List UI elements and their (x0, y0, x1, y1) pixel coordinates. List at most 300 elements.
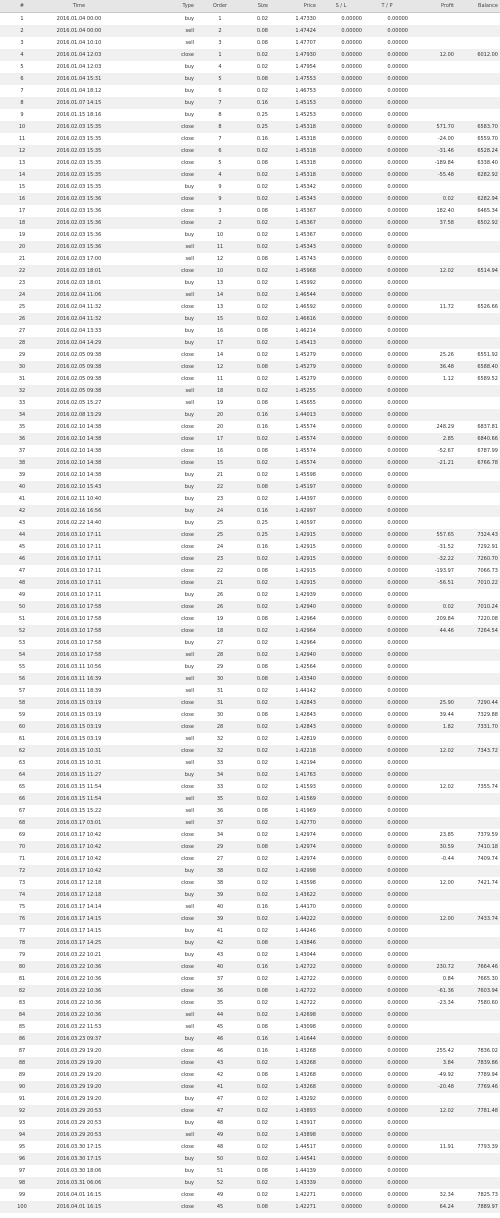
row-number: 20 (0, 241, 44, 253)
price-cell: 1.43268 (270, 1045, 318, 1057)
column-header-time: Time (44, 0, 114, 13)
order-cell: 10 (196, 265, 244, 277)
table-row (0, 1189, 500, 1201)
price-cell: 1.42843 (270, 709, 318, 721)
price-cell: 1.43098 (270, 1021, 318, 1033)
time-cell: 2016.01.07 14:15 (44, 97, 114, 109)
time-cell: 2016.03.10 17:58 (44, 649, 114, 661)
profit-cell (410, 1129, 456, 1141)
price-cell: 1.43917 (270, 1117, 318, 1129)
type-cell: buy (114, 1093, 196, 1105)
type-cell: close (114, 1141, 196, 1153)
time-cell: 2016.02.16 16:56 (44, 505, 114, 517)
balance-cell (456, 685, 500, 697)
take-profit-cell: 0.00000 (364, 769, 410, 781)
table-row (0, 817, 500, 829)
take-profit-cell: 0.00000 (364, 901, 410, 913)
type-cell: close (114, 1201, 196, 1213)
price-cell: 1.45413 (270, 337, 318, 349)
size-cell: 0.08 (244, 157, 270, 169)
type-cell: sell (114, 397, 196, 409)
table-row (0, 829, 500, 841)
row-number: 91 (0, 1093, 44, 1105)
time-cell: 2016.02.03 18:01 (44, 265, 114, 277)
stop-loss-cell: 0.00000 (318, 673, 364, 685)
order-cell: 11 (196, 373, 244, 385)
balance-cell (456, 493, 500, 505)
size-cell: 0.25 (244, 529, 270, 541)
order-cell: 39 (196, 889, 244, 901)
size-cell: 0.02 (244, 433, 270, 445)
size-cell: 0.08 (244, 1201, 270, 1213)
time-cell: 2016.03.30 17:15 (44, 1153, 114, 1165)
stop-loss-cell: 0.00000 (318, 565, 364, 577)
size-cell: 0.02 (244, 229, 270, 241)
size-cell: 0.02 (244, 241, 270, 253)
row-number: 88 (0, 1057, 44, 1069)
balance-cell (456, 517, 500, 529)
stop-loss-cell: 0.00000 (318, 121, 364, 133)
row-number: 42 (0, 505, 44, 517)
take-profit-cell: 0.00000 (364, 493, 410, 505)
type-cell: close (114, 1057, 196, 1069)
row-number: 7 (0, 85, 44, 97)
balance-cell (456, 313, 500, 325)
size-cell: 0.02 (244, 997, 270, 1009)
profit-cell: 0.02 (410, 193, 456, 205)
row-number: 19 (0, 229, 44, 241)
profit-cell: 0.84 (410, 973, 456, 985)
balance-cell: 6338.40 (456, 157, 500, 169)
table-row (0, 169, 500, 181)
row-number: 90 (0, 1081, 44, 1093)
price-cell: 1.40597 (270, 517, 318, 529)
size-cell: 0.02 (244, 1141, 270, 1153)
take-profit-cell: 0.00000 (364, 1177, 410, 1189)
take-profit-cell: 0.00000 (364, 421, 410, 433)
size-cell: 0.02 (244, 217, 270, 229)
balance-cell (456, 1129, 500, 1141)
type-cell: close (114, 1045, 196, 1057)
time-cell: 2016.03.17 14:15 (44, 913, 114, 925)
size-cell: 0.02 (244, 85, 270, 97)
price-cell: 1.42915 (270, 541, 318, 553)
stop-loss-cell: 0.00000 (318, 289, 364, 301)
table-row (0, 1201, 500, 1213)
stop-loss-cell: 0.00000 (318, 385, 364, 397)
balance-cell: 7010.22 (456, 577, 500, 589)
stop-loss-cell: 0.00000 (318, 793, 364, 805)
time-cell: 2016.02.10 15:43 (44, 481, 114, 493)
order-cell: 5 (196, 157, 244, 169)
type-cell: close (114, 577, 196, 589)
row-number: 38 (0, 457, 44, 469)
size-cell: 0.02 (244, 649, 270, 661)
size-cell: 0.02 (244, 277, 270, 289)
price-cell: 1.47424 (270, 25, 318, 37)
price-cell: 1.46592 (270, 301, 318, 313)
balance-cell: 7580.60 (456, 997, 500, 1009)
order-cell: 3 (196, 37, 244, 49)
stop-loss-cell: 0.00000 (318, 1117, 364, 1129)
price-cell: 1.43598 (270, 877, 318, 889)
type-cell: close (114, 973, 196, 985)
order-cell: 23 (196, 493, 244, 505)
column-header-take-profit: T / P (364, 0, 410, 13)
stop-loss-cell: 0.00000 (318, 961, 364, 973)
table-row (0, 97, 500, 109)
table-row (0, 157, 500, 169)
stop-loss-cell: 0.00000 (318, 457, 364, 469)
time-cell: 2016.02.03 15:35 (44, 145, 114, 157)
profit-cell: -0.44 (410, 853, 456, 865)
price-cell: 1.44142 (270, 685, 318, 697)
order-cell: 34 (196, 769, 244, 781)
time-cell: 2016.02.04 11:06 (44, 289, 114, 301)
profit-cell (410, 469, 456, 481)
price-cell: 1.42915 (270, 577, 318, 589)
order-cell: 9 (196, 181, 244, 193)
profit-cell: 12.02 (410, 745, 456, 757)
take-profit-cell: 0.00000 (364, 1141, 410, 1153)
stop-loss-cell: 0.00000 (318, 601, 364, 613)
profit-cell (410, 1009, 456, 1021)
order-cell: 26 (196, 601, 244, 613)
take-profit-cell: 0.00000 (364, 97, 410, 109)
order-cell: 25 (196, 529, 244, 541)
profit-cell: 30.59 (410, 841, 456, 853)
size-cell: 0.02 (244, 61, 270, 73)
type-cell: close (114, 133, 196, 145)
balance-cell: 7343.72 (456, 745, 500, 757)
row-number: 53 (0, 637, 44, 649)
profit-cell: -56.51 (410, 577, 456, 589)
take-profit-cell: 0.00000 (364, 277, 410, 289)
size-cell: 0.08 (244, 937, 270, 949)
size-cell: 0.16 (244, 1045, 270, 1057)
stop-loss-cell: 0.00000 (318, 637, 364, 649)
balance-cell (456, 1177, 500, 1189)
take-profit-cell: 0.00000 (364, 85, 410, 97)
profit-cell (410, 61, 456, 73)
time-cell: 2016.02.03 15:35 (44, 181, 114, 193)
type-cell: close (114, 457, 196, 469)
order-cell: 36 (196, 985, 244, 997)
price-cell: 1.45279 (270, 349, 318, 361)
size-cell: 0.02 (244, 457, 270, 469)
time-cell: 2016.03.11 16:39 (44, 673, 114, 685)
row-number: 48 (0, 577, 44, 589)
time-cell: 2016.03.17 14:14 (44, 901, 114, 913)
time-cell: 2016.03.17 10:42 (44, 829, 114, 841)
type-cell: sell (114, 673, 196, 685)
price-cell: 1.45318 (270, 133, 318, 145)
order-cell: 42 (196, 937, 244, 949)
table-row (0, 469, 500, 481)
time-cell: 2016.01.04 18:12 (44, 85, 114, 97)
price-cell: 1.42271 (270, 1201, 318, 1213)
price-cell: 1.42940 (270, 649, 318, 661)
price-cell: 1.45318 (270, 145, 318, 157)
table-row (0, 853, 500, 865)
type-cell: close (114, 301, 196, 313)
row-number: 5 (0, 61, 44, 73)
price-cell: 1.42271 (270, 1189, 318, 1201)
balance-cell (456, 1093, 500, 1105)
row-number: 24 (0, 289, 44, 301)
order-cell: 11 (196, 241, 244, 253)
price-cell: 1.42722 (270, 997, 318, 1009)
take-profit-cell: 0.00000 (364, 73, 410, 85)
size-cell: 0.08 (244, 565, 270, 577)
row-number: 82 (0, 985, 44, 997)
order-cell: 9 (196, 193, 244, 205)
balance-cell (456, 1153, 500, 1165)
price-cell: 1.42974 (270, 853, 318, 865)
order-cell: 7 (196, 133, 244, 145)
type-cell: close (114, 997, 196, 1009)
take-profit-cell: 0.00000 (364, 361, 410, 373)
profit-cell (410, 673, 456, 685)
stop-loss-cell: 0.00000 (318, 1177, 364, 1189)
order-cell: 39 (196, 913, 244, 925)
table-row (0, 565, 500, 577)
order-cell: 27 (196, 637, 244, 649)
row-number: 3 (0, 37, 44, 49)
balance-cell: 6840.66 (456, 433, 500, 445)
time-cell: 2016.02.10 14:38 (44, 433, 114, 445)
profit-cell: 12.00 (410, 877, 456, 889)
stop-loss-cell: 0.00000 (318, 901, 364, 913)
stop-loss-cell: 0.00000 (318, 721, 364, 733)
time-cell: 2016.02.03 15:36 (44, 229, 114, 241)
table-row (0, 397, 500, 409)
take-profit-cell: 0.00000 (364, 565, 410, 577)
type-cell: sell (114, 241, 196, 253)
order-cell: 28 (196, 649, 244, 661)
size-cell: 0.02 (244, 817, 270, 829)
take-profit-cell: 0.00000 (364, 757, 410, 769)
table-row (0, 889, 500, 901)
take-profit-cell: 0.00000 (364, 553, 410, 565)
take-profit-cell: 0.00000 (364, 49, 410, 61)
price-cell: 1.45197 (270, 481, 318, 493)
price-cell: 1.45574 (270, 421, 318, 433)
table-row (0, 457, 500, 469)
profit-cell (410, 241, 456, 253)
balance-cell: 7260.70 (456, 553, 500, 565)
time-cell: 2016.03.17 10:42 (44, 853, 114, 865)
table-row (0, 73, 500, 85)
row-number: 1 (0, 13, 44, 26)
type-cell: close (114, 625, 196, 637)
take-profit-cell: 0.00000 (364, 205, 410, 217)
table-row (0, 757, 500, 769)
type-cell: buy (114, 1165, 196, 1177)
profit-cell: -61.36 (410, 985, 456, 997)
price-cell: 1.44517 (270, 1141, 318, 1153)
balance-cell (456, 397, 500, 409)
table-row (0, 1105, 500, 1117)
table-row (0, 793, 500, 805)
take-profit-cell: 0.00000 (364, 1033, 410, 1045)
profit-cell (410, 13, 456, 26)
balance-cell (456, 181, 500, 193)
type-cell: buy (114, 229, 196, 241)
column-header-type: Type (114, 0, 196, 13)
size-cell: 0.02 (244, 1081, 270, 1093)
row-number: 45 (0, 541, 44, 553)
take-profit-cell: 0.00000 (364, 721, 410, 733)
type-cell: buy (114, 313, 196, 325)
order-cell: 49 (196, 1189, 244, 1201)
time-cell: 2016.03.10 17:11 (44, 577, 114, 589)
stop-loss-cell: 0.00000 (318, 1153, 364, 1165)
order-cell: 38 (196, 865, 244, 877)
take-profit-cell: 0.00000 (364, 229, 410, 241)
table-row (0, 637, 500, 649)
table-row (0, 25, 500, 37)
table-row (0, 493, 500, 505)
balance-cell: 7355.74 (456, 781, 500, 793)
size-cell: 0.02 (244, 181, 270, 193)
time-cell: 2016.03.10 17:58 (44, 601, 114, 613)
type-cell: buy (114, 97, 196, 109)
size-cell: 0.08 (244, 805, 270, 817)
row-number: 89 (0, 1069, 44, 1081)
row-number: 14 (0, 169, 44, 181)
row-number: 100 (0, 1201, 44, 1213)
profit-cell (410, 25, 456, 37)
profit-cell (410, 637, 456, 649)
time-cell: 2016.03.22 10:36 (44, 973, 114, 985)
row-number: 41 (0, 493, 44, 505)
take-profit-cell: 0.00000 (364, 877, 410, 889)
stop-loss-cell: 0.00000 (318, 949, 364, 961)
profit-cell: 571.70 (410, 121, 456, 133)
take-profit-cell: 0.00000 (364, 613, 410, 625)
balance-cell: 7329.88 (456, 709, 500, 721)
order-cell: 14 (196, 349, 244, 361)
take-profit-cell: 0.00000 (364, 1129, 410, 1141)
time-cell: 2016.04.01 16:15 (44, 1189, 114, 1201)
type-cell: sell (114, 685, 196, 697)
table-row (0, 913, 500, 925)
price-cell: 1.45255 (270, 385, 318, 397)
price-cell: 1.44541 (270, 1153, 318, 1165)
profit-cell: 23.85 (410, 829, 456, 841)
take-profit-cell: 0.00000 (364, 253, 410, 265)
time-cell: 2016.03.10 17:11 (44, 529, 114, 541)
stop-loss-cell: 0.00000 (318, 529, 364, 541)
order-cell: 24 (196, 541, 244, 553)
time-cell: 2016.02.11 10:40 (44, 493, 114, 505)
price-cell: 1.41969 (270, 805, 318, 817)
row-number: 92 (0, 1105, 44, 1117)
time-cell: 2016.03.15 10:31 (44, 745, 114, 757)
table-row (0, 1129, 500, 1141)
order-cell: 16 (196, 445, 244, 457)
row-number: 2 (0, 25, 44, 37)
type-cell: buy (114, 1177, 196, 1189)
take-profit-cell: 0.00000 (364, 685, 410, 697)
balance-cell: 7839.86 (456, 1057, 500, 1069)
stop-loss-cell: 0.00000 (318, 853, 364, 865)
size-cell: 0.02 (244, 373, 270, 385)
time-cell: 2016.03.15 03:19 (44, 733, 114, 745)
table-row (0, 1141, 500, 1153)
price-cell: 1.42915 (270, 553, 318, 565)
stop-loss-cell: 0.00000 (318, 829, 364, 841)
price-cell: 1.45992 (270, 277, 318, 289)
type-cell: close (114, 841, 196, 853)
type-cell: close (114, 601, 196, 613)
time-cell: 2016.03.10 17:11 (44, 553, 114, 565)
time-cell: 2016.02.03 15:36 (44, 217, 114, 229)
order-cell: 6 (196, 145, 244, 157)
profit-cell (410, 325, 456, 337)
order-cell: 20 (196, 409, 244, 421)
profit-cell (410, 661, 456, 673)
row-number: 70 (0, 841, 44, 853)
stop-loss-cell: 0.00000 (318, 265, 364, 277)
order-cell: 5 (196, 73, 244, 85)
stop-loss-cell: 0.00000 (318, 37, 364, 49)
order-cell: 6 (196, 85, 244, 97)
type-cell: close (114, 745, 196, 757)
balance-cell (456, 889, 500, 901)
stop-loss-cell: 0.00000 (318, 169, 364, 181)
profit-cell: 64.24 (410, 1201, 456, 1213)
price-cell: 1.43268 (270, 1057, 318, 1069)
size-cell: 0.02 (244, 553, 270, 565)
take-profit-cell: 0.00000 (364, 301, 410, 313)
take-profit-cell: 0.00000 (364, 625, 410, 637)
profit-cell: 255.42 (410, 1045, 456, 1057)
time-cell: 2016.02.04 11:32 (44, 313, 114, 325)
table-row (0, 865, 500, 877)
profit-cell: -49.92 (410, 1069, 456, 1081)
profit-cell (410, 409, 456, 421)
balance-cell: 7010.24 (456, 601, 500, 613)
take-profit-cell: 0.00000 (364, 805, 410, 817)
time-cell: 2016.03.22 10:36 (44, 997, 114, 1009)
table-row (0, 649, 500, 661)
balance-cell: 6012.00 (456, 49, 500, 61)
type-cell: buy (114, 181, 196, 193)
type-cell: buy (114, 637, 196, 649)
stop-loss-cell: 0.00000 (318, 481, 364, 493)
balance-cell: 6588.40 (456, 361, 500, 373)
time-cell: 2016.03.22 10:21 (44, 949, 114, 961)
size-cell: 0.02 (244, 721, 270, 733)
column-header-size: Size (244, 0, 270, 13)
take-profit-cell: 0.00000 (364, 889, 410, 901)
stop-loss-cell: 0.00000 (318, 505, 364, 517)
order-cell: 29 (196, 661, 244, 673)
table-row (0, 13, 500, 26)
size-cell: 0.02 (244, 337, 270, 349)
time-cell: 2016.03.15 03:19 (44, 721, 114, 733)
take-profit-cell: 0.00000 (364, 1069, 410, 1081)
row-number: 17 (0, 205, 44, 217)
time-cell: 2016.02.03 15:35 (44, 157, 114, 169)
take-profit-cell: 0.00000 (364, 1201, 410, 1213)
order-cell: 37 (196, 817, 244, 829)
row-number: 95 (0, 1141, 44, 1153)
take-profit-cell: 0.00000 (364, 109, 410, 121)
size-cell: 0.08 (244, 1069, 270, 1081)
